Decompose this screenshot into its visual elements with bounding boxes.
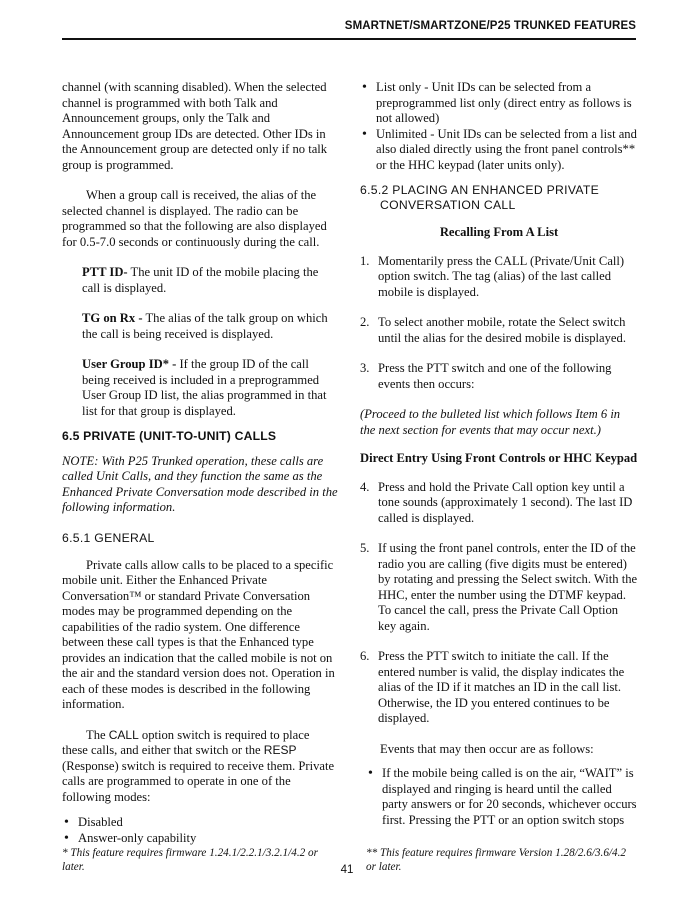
step-number: 2. bbox=[360, 315, 370, 329]
list-item-text: List only - Unit IDs can be selected from a preprogrammed list only (direct entry as follows is not allowed) bbox=[376, 80, 632, 125]
right-column bbox=[360, 80, 638, 828]
list-item-text: Answer-only capability bbox=[78, 830, 197, 845]
list-item bbox=[366, 766, 638, 828]
paragraph-group-call: When a group call is received, the alias of the selected channel is displayed. The radio can be programmed so that the following are also displayed for 0.5-7.0 seconds or continuously during the call. bbox=[62, 188, 327, 249]
page-header bbox=[62, 20, 636, 44]
step-item bbox=[360, 649, 638, 727]
step-text: To select another mobile, rotate the Select switch until the alias for the desired mobile is displayed. bbox=[378, 315, 626, 345]
bullet-icon: • bbox=[64, 830, 69, 846]
paragraph-private-calls: Private calls allow calls to be placed to a specific mobile unit. Either the Enhanced Private Conversation™ or standard Private Conversation modes may be programmed depending on the capabilities of the radio system. One difference between these call types is that the Enhanced type provides an indication that the called mobile is not on the air and the standard version does not. Operation in each of these modes is described in the following information. bbox=[62, 557, 335, 711]
step-item bbox=[360, 541, 638, 634]
step-text: Press and hold the Private Call option key until a tone sounds (approximately 1 second). The last ID called is displayed. bbox=[378, 479, 633, 525]
subheading-recalling: Recalling From A List bbox=[439, 225, 559, 239]
step-item bbox=[360, 315, 638, 346]
text-run: (Response) switch is required to receive them. Private calls are programmed to operate in one of the following modes: bbox=[62, 758, 335, 804]
step-item bbox=[360, 361, 638, 392]
proceed-note: (Proceed to the bulleted list which follows Item 6 in the next section for events that may occur next.) bbox=[360, 407, 621, 437]
running-header-title: SMARTNET/SMARTZONE/P25 TRUNKED FEATURES bbox=[344, 20, 636, 32]
step-number: 1. bbox=[360, 253, 370, 268]
step-item bbox=[360, 480, 638, 527]
heading-line: 6.5.2 PLACING AN ENHANCED PRIVATE bbox=[360, 183, 600, 197]
step-text: If using the front panel controls, enter the ID of the radio you are calling (five digits must be entered) by rotating and pressing the Select switch. With the HHC, enter the number using the DTMF keypad. To cancel the call, press the Private Call Option key again. bbox=[378, 541, 638, 633]
paragraph-continuation: channel (with scanning disabled). When the selected channel is programmed with both Talk and Announcement groups, only the Talk and Announcement group IDs are detected. Other IDs in the Announcement group are detected only if no talk group is programmed. bbox=[62, 80, 328, 172]
list-item bbox=[360, 127, 638, 174]
section-heading-6-5-1: 6.5.1 GENERAL bbox=[62, 530, 155, 545]
list-item bbox=[62, 831, 338, 847]
list-item-text: Disabled bbox=[78, 815, 123, 829]
step-text: Momentarily press the CALL (Private/Unit Call) option switch. The tag (alias) of the last called mobile is displayed. bbox=[378, 253, 625, 299]
step-text: Press the PTT switch to initiate the call. If the entered number is valid, the display indicates the alias of the ID if it matches an ID in the call list. Otherwise, the ID you entered continues to be displayed. bbox=[378, 649, 625, 725]
step-text: Press the PTT switch and one of the following events then occurs: bbox=[378, 361, 612, 391]
definition-text: If the group ID of the call being received is included in a preprogrammed User Group ID list, the alias programmed in that list for that group is displayed. bbox=[82, 357, 327, 418]
term-ptt-id: PTT ID- bbox=[82, 265, 128, 279]
text-run: The bbox=[86, 727, 109, 742]
modes-list-continued bbox=[360, 80, 638, 173]
section-heading-6-5: 6.5 PRIVATE (UNIT-TO-UNIT) CALLS bbox=[62, 429, 277, 443]
bullet-icon: • bbox=[368, 766, 373, 781]
page-number: 41 bbox=[340, 864, 354, 876]
steps-recall bbox=[360, 254, 638, 393]
bullet-icon: • bbox=[362, 80, 367, 95]
definition-text: The unit ID of the mobile placing the call is displayed. bbox=[82, 265, 319, 295]
heading-line: CONVERSATION CALL bbox=[380, 198, 516, 212]
text-run: option switch is required to place these calls, and either that switch or the bbox=[62, 727, 310, 757]
list-item bbox=[360, 80, 638, 127]
term-user-group-id: User Group ID* - bbox=[82, 357, 177, 371]
list-item bbox=[62, 815, 338, 831]
subheading-direct-entry: Direct Entry Using Front Controls or HHC Keypad bbox=[360, 451, 638, 465]
term-tg-on-rx: TG on Rx - bbox=[82, 311, 143, 325]
section-heading-6-5-2 bbox=[360, 183, 638, 213]
events-intro: Events that may then occur are as follows: bbox=[380, 741, 594, 756]
step-item bbox=[360, 254, 638, 301]
bullet-icon: • bbox=[64, 815, 69, 830]
list-item-text: Unlimited - Unit IDs can be selected from a list and also dialed directly using the front panel controls** or the HHC keypad (later units only). bbox=[376, 126, 637, 172]
definition-text: The alias of the talk group on which the call is being received is displayed. bbox=[82, 311, 328, 341]
header-rule bbox=[62, 38, 636, 40]
step-number: 6. bbox=[360, 649, 370, 663]
steps-direct-entry bbox=[360, 480, 638, 727]
events-list bbox=[360, 766, 638, 828]
note-p25: NOTE: With P25 Trunked operation, these calls are called Unit Calls, and they function the same as the Enhanced Private Conversation mode described in the following information. bbox=[62, 453, 338, 514]
definition-ptt-id bbox=[62, 265, 338, 296]
left-column bbox=[62, 80, 338, 846]
bullet-icon: • bbox=[362, 126, 367, 142]
list-item-text: If the mobile being called is on the air, “WAIT” is displayed and ringing is heard until the called party answers or for 20 seconds, whichever occurs first. Pressing the PTT or an option switch stops bbox=[382, 766, 637, 827]
call-switch-label: CALL bbox=[108, 727, 139, 742]
step-number: 4. bbox=[360, 479, 370, 494]
footnote-left: * This feature requires firmware 1.24.1/2.2.1/3.2.1/4.2 or later. bbox=[62, 847, 318, 873]
step-number: 5. bbox=[360, 541, 370, 555]
definition-tg-on-rx bbox=[62, 311, 338, 342]
modes-list bbox=[62, 815, 338, 846]
step-number: 3. bbox=[360, 361, 370, 375]
footnote-right: ** This feature requires firmware Version 1.28/2.6/3.6/4.2 or later. bbox=[366, 847, 627, 873]
paragraph-call-switch bbox=[62, 728, 338, 806]
resp-switch-label: RESP bbox=[263, 743, 297, 757]
definition-user-group-id bbox=[62, 357, 338, 419]
